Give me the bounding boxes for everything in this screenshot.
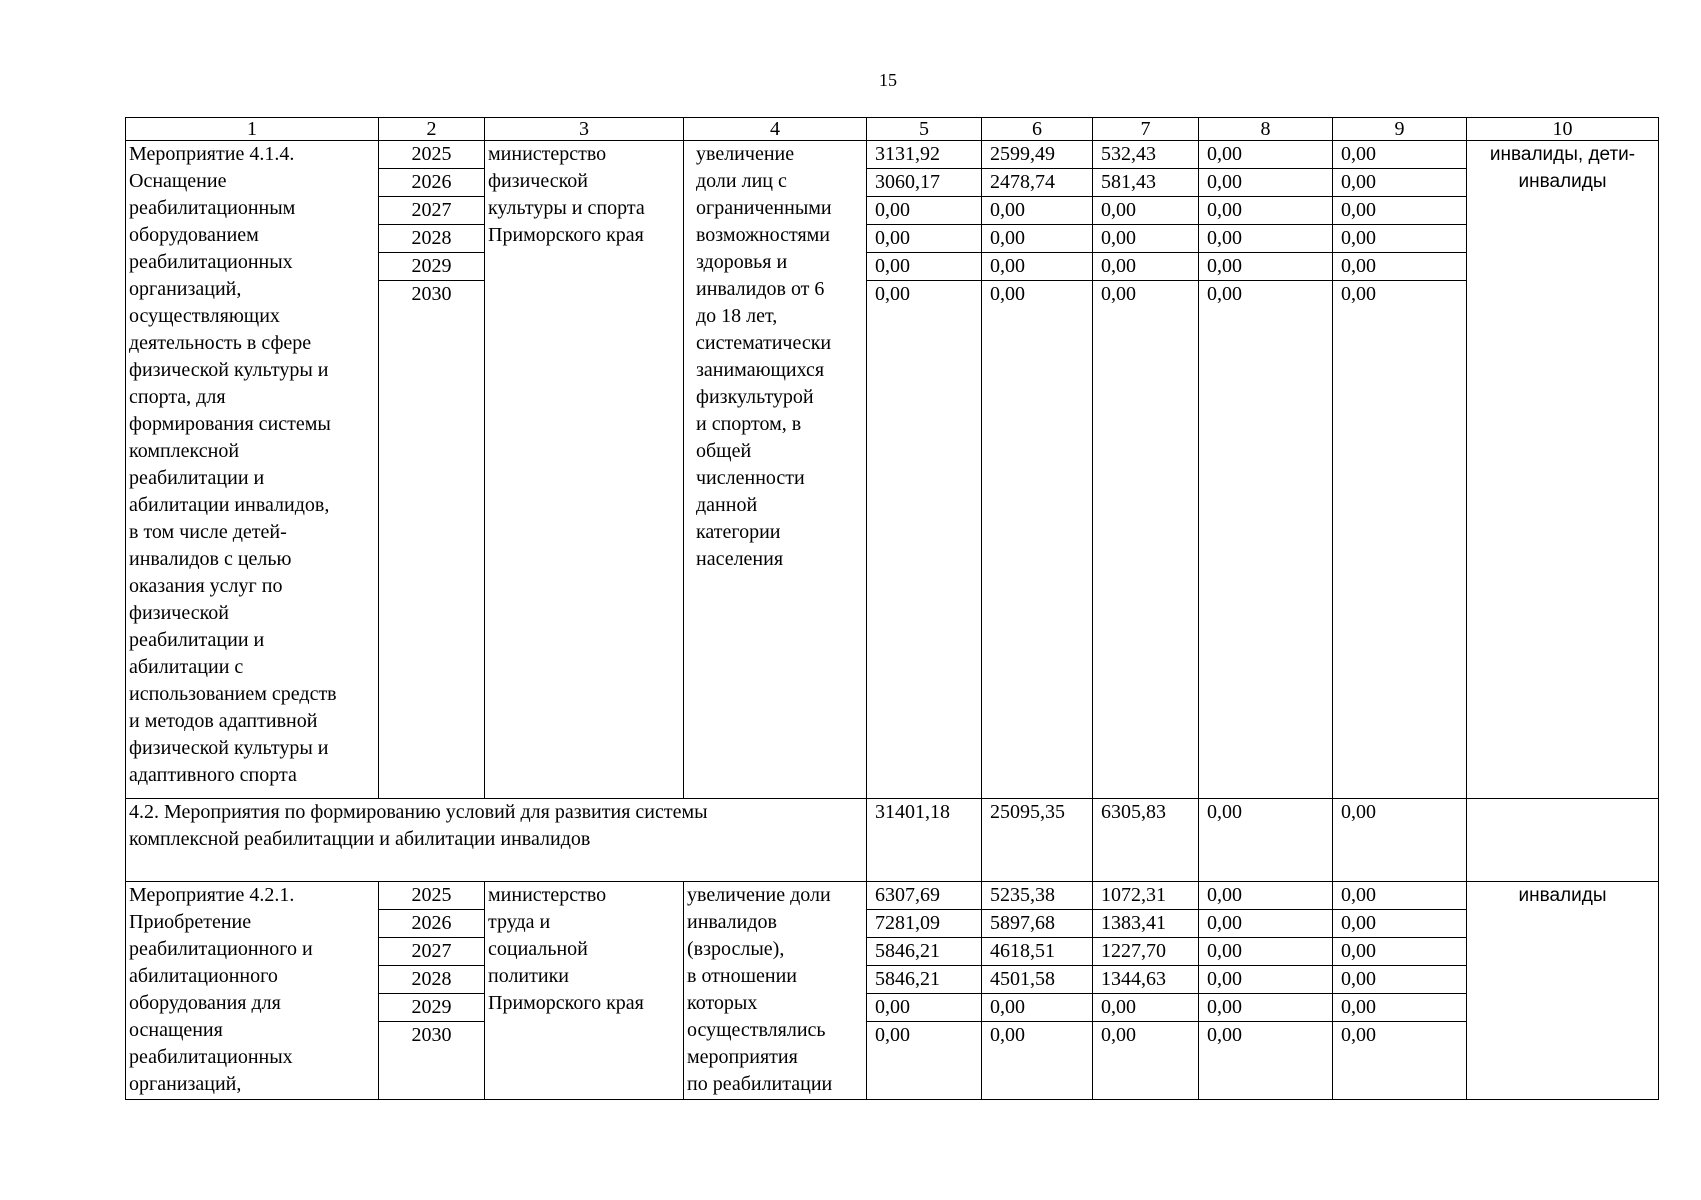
text-line: комплексной: [129, 440, 240, 462]
text-line: ограниченными: [696, 197, 832, 219]
col8-cell: [1199, 141, 1333, 799]
text-line: инвалиды: [1518, 885, 1607, 906]
year-value: 2026: [379, 169, 484, 197]
section-col8: 0,00: [1199, 799, 1333, 882]
text-line: оснащения: [129, 1019, 223, 1041]
amount-value: 0,00: [867, 197, 981, 225]
year-value: 2027: [379, 197, 484, 225]
section-col10: [1467, 799, 1659, 882]
amount-value: 0,00: [1333, 197, 1466, 225]
text-line: в том числе детей-: [129, 521, 287, 543]
text-line: физической: [129, 602, 229, 624]
col5-cell: [867, 141, 982, 799]
text-line: оказания услуг по: [129, 575, 283, 597]
amount-value: 0,00: [1333, 253, 1466, 281]
header-cell: 8: [1199, 118, 1333, 141]
text-line: организаций,: [129, 1073, 242, 1095]
target-group-cell: [1467, 141, 1659, 799]
target-group-cell: [1467, 882, 1659, 1100]
year-value: 2030: [411, 283, 452, 305]
text-line: по реабилитации: [687, 1073, 833, 1095]
text-line: труда и: [488, 911, 551, 933]
text-line: увеличение: [696, 143, 795, 165]
text-line: физической культуры и: [129, 359, 329, 381]
text-line: реабилитационных: [129, 1046, 293, 1068]
text-line: инвалидов от 6: [696, 278, 825, 300]
amount-value: 3060,17: [867, 169, 981, 197]
amount-value: 0,00: [875, 1024, 910, 1046]
amount-value: 1383,41: [1093, 910, 1198, 938]
amount-value: 1072,31: [1093, 882, 1198, 910]
header-cell: 6: [982, 118, 1093, 141]
text-line: инвалидов с целью: [129, 548, 292, 570]
text-line: Оснащение: [129, 170, 227, 192]
section-col5: 31401,18: [867, 799, 982, 882]
year-value: 2025: [379, 141, 484, 169]
text-line: адаптивного спорта: [129, 764, 297, 786]
col8-cell: [1199, 882, 1333, 1100]
text-line: реабилитационным: [129, 197, 296, 219]
text-line: реабилитационного и: [129, 938, 313, 960]
year-value: 2027: [379, 938, 484, 966]
col9-cell: [1333, 882, 1467, 1100]
amount-value: 532,43: [1093, 141, 1198, 169]
amount-value: 0,00: [1333, 225, 1466, 253]
header-cell: 5: [867, 118, 982, 141]
amount-value: 0,00: [1341, 283, 1376, 305]
amount-value: 0,00: [1199, 882, 1332, 910]
text-line: общей: [696, 440, 752, 462]
text-line: (взрослые),: [687, 938, 785, 960]
executor-cell: [485, 141, 684, 799]
section-col9: 0,00: [1333, 799, 1467, 882]
text-line: физической культуры и: [129, 737, 329, 759]
amount-value: 1227,70: [1093, 938, 1198, 966]
text-line: Мероприятие 4.1.4.: [129, 143, 295, 165]
amount-value: 0,00: [1333, 994, 1466, 1022]
amount-value: 7281,09: [867, 910, 981, 938]
header-cell: 7: [1093, 118, 1199, 141]
section-col7: 6305,83: [1093, 799, 1199, 882]
table-row: [126, 141, 1659, 799]
measure-name-cell: [126, 882, 379, 1100]
header-cell: 3: [485, 118, 684, 141]
amount-value: 0,00: [982, 994, 1092, 1022]
amount-value: 0,00: [1333, 966, 1466, 994]
text-line: возможностями: [696, 224, 831, 246]
executor-cell: [485, 882, 684, 1100]
amount-value: 5235,38: [982, 882, 1092, 910]
col6-cell: [982, 141, 1093, 799]
amount-value: 5846,21: [867, 938, 981, 966]
header-cell: 10: [1467, 118, 1659, 141]
text-line: использованием средств: [129, 683, 337, 705]
amount-value: 0,00: [1199, 225, 1332, 253]
amount-value: 0,00: [1199, 141, 1332, 169]
text-line: министерство: [488, 884, 607, 906]
amount-value: 0,00: [1207, 283, 1242, 305]
years-cell: [379, 141, 485, 799]
amount-value: 4501,58: [982, 966, 1092, 994]
amount-value: 0,00: [1207, 1024, 1242, 1046]
amount-value: 0,00: [1093, 197, 1198, 225]
text-line: спорта, для: [129, 386, 226, 408]
text-line: абилитации инвалидов,: [129, 494, 330, 516]
amount-value: 0,00: [1093, 994, 1198, 1022]
text-line: 4.2. Мероприятия по формированию условий для развития системы: [129, 801, 708, 823]
text-line: и методов адаптивной: [129, 710, 318, 732]
amount-value: 3131,92: [867, 141, 981, 169]
text-line: категории: [696, 521, 781, 543]
section-row: [126, 799, 1659, 882]
col7-cell: [1093, 141, 1199, 799]
col9-cell: [1333, 141, 1467, 799]
years-cell: [379, 882, 485, 1100]
program-table: [125, 117, 1659, 1100]
text-line: доли лиц с: [696, 170, 787, 192]
amount-value: 0,00: [867, 253, 981, 281]
amount-value: 0,00: [1199, 197, 1332, 225]
amount-value: 0,00: [1093, 225, 1198, 253]
amount-value: 6307,69: [867, 882, 981, 910]
text-line: политики: [488, 965, 569, 987]
header-cell: 2: [379, 118, 485, 141]
amount-value: 0,00: [1093, 253, 1198, 281]
text-line: Приморского края: [488, 224, 644, 246]
text-line: инвалидов: [687, 911, 777, 933]
text-line: занимающихся: [696, 359, 825, 381]
text-line: Приобретение: [129, 911, 252, 933]
amount-value: 581,43: [1093, 169, 1198, 197]
section-col6: 25095,35: [982, 799, 1093, 882]
text-line: реабилитационных: [129, 251, 293, 273]
year-value: 2026: [379, 910, 484, 938]
amount-value: 5846,21: [867, 966, 981, 994]
amount-value: 0,00: [1333, 169, 1466, 197]
amount-value: 0,00: [1101, 1024, 1136, 1046]
amount-value: 5897,68: [982, 910, 1092, 938]
section-title-cell: [126, 799, 867, 882]
text-line: организаций,: [129, 278, 242, 300]
amount-value: 0,00: [1199, 994, 1332, 1022]
text-line: и спортом, в: [696, 413, 802, 435]
amount-value: 0,00: [982, 253, 1092, 281]
text-line: инвалиды: [1518, 171, 1607, 192]
year-value: 2030: [411, 1024, 452, 1046]
amount-value: 1344,63: [1093, 966, 1198, 994]
amount-value: 0,00: [1333, 141, 1466, 169]
text-line: увеличение доли: [687, 884, 831, 906]
text-line: систематически: [696, 332, 832, 354]
year-value: 2029: [379, 253, 484, 281]
text-line: абилитационного: [129, 965, 278, 987]
text-line: здоровья и: [696, 251, 788, 273]
amount-value: 0,00: [1333, 882, 1466, 910]
amount-value: 0,00: [1199, 938, 1332, 966]
amount-value: 2478,74: [982, 169, 1092, 197]
amount-value: 0,00: [1199, 966, 1332, 994]
text-line: Мероприятие 4.2.1.: [129, 884, 295, 906]
amount-value: 4618,51: [982, 938, 1092, 966]
text-line: Приморского края: [488, 992, 644, 1014]
text-line: оборудованием: [129, 224, 259, 246]
text-line: оборудования для: [129, 992, 281, 1014]
year-value: 2028: [379, 966, 484, 994]
page-number: 15: [879, 70, 897, 90]
text-line: численности: [696, 467, 805, 489]
text-line: комплексной реабилитацции и абилитации инвалидов: [129, 828, 591, 850]
text-line: осуществлялись: [687, 1019, 826, 1041]
text-line: до 18 лет,: [696, 305, 778, 327]
amount-value: 0,00: [982, 225, 1092, 253]
amount-value: 0,00: [982, 197, 1092, 225]
amount-value: 0,00: [1333, 910, 1466, 938]
year-value: 2029: [379, 994, 484, 1022]
amount-value: 2599,49: [982, 141, 1092, 169]
text-line: реабилитации и: [129, 629, 265, 651]
header-row: [126, 118, 1659, 141]
amount-value: 0,00: [1101, 283, 1136, 305]
amount-value: 0,00: [1199, 169, 1332, 197]
amount-value: 0,00: [867, 994, 981, 1022]
amount-value: 0,00: [1199, 910, 1332, 938]
text-line: культуры и спорта: [488, 197, 645, 219]
text-line: в отношении: [687, 965, 798, 987]
text-line: физической: [488, 170, 588, 192]
text-line: реабилитации и: [129, 467, 265, 489]
text-line: данной: [696, 494, 758, 516]
header-cell: 1: [126, 118, 379, 141]
indicator-cell: [684, 882, 867, 1100]
col7-cell: [1093, 882, 1199, 1100]
col5-cell: [867, 882, 982, 1100]
text-line: населения: [696, 548, 784, 570]
amount-value: 0,00: [1341, 1024, 1376, 1046]
text-line: инвалиды, дети-: [1489, 144, 1636, 165]
text-line: абилитации с: [129, 656, 244, 678]
indicator-cell: [684, 141, 867, 799]
year-value: 2028: [379, 225, 484, 253]
amount-value: 0,00: [990, 283, 1025, 305]
text-line: формирования системы: [129, 413, 331, 435]
text-line: физкультурой: [696, 386, 814, 408]
amount-value: 0,00: [867, 225, 981, 253]
measure-name-cell: [126, 141, 379, 799]
header-cell: 4: [684, 118, 867, 141]
year-value: 2025: [379, 882, 484, 910]
text-line: мероприятия: [687, 1046, 798, 1068]
amount-value: 0,00: [875, 283, 910, 305]
header-cell: 9: [1333, 118, 1467, 141]
amount-value: 0,00: [1199, 253, 1332, 281]
text-line: которых: [687, 992, 758, 1014]
text-line: деятельность в сфере: [129, 332, 312, 354]
text-line: социальной: [488, 938, 588, 960]
amount-value: 0,00: [990, 1024, 1025, 1046]
col6-cell: [982, 882, 1093, 1100]
amount-value: 0,00: [1333, 938, 1466, 966]
text-line: осуществляющих: [129, 305, 280, 327]
table-row: [126, 882, 1659, 1100]
text-line: министерство: [488, 143, 607, 165]
